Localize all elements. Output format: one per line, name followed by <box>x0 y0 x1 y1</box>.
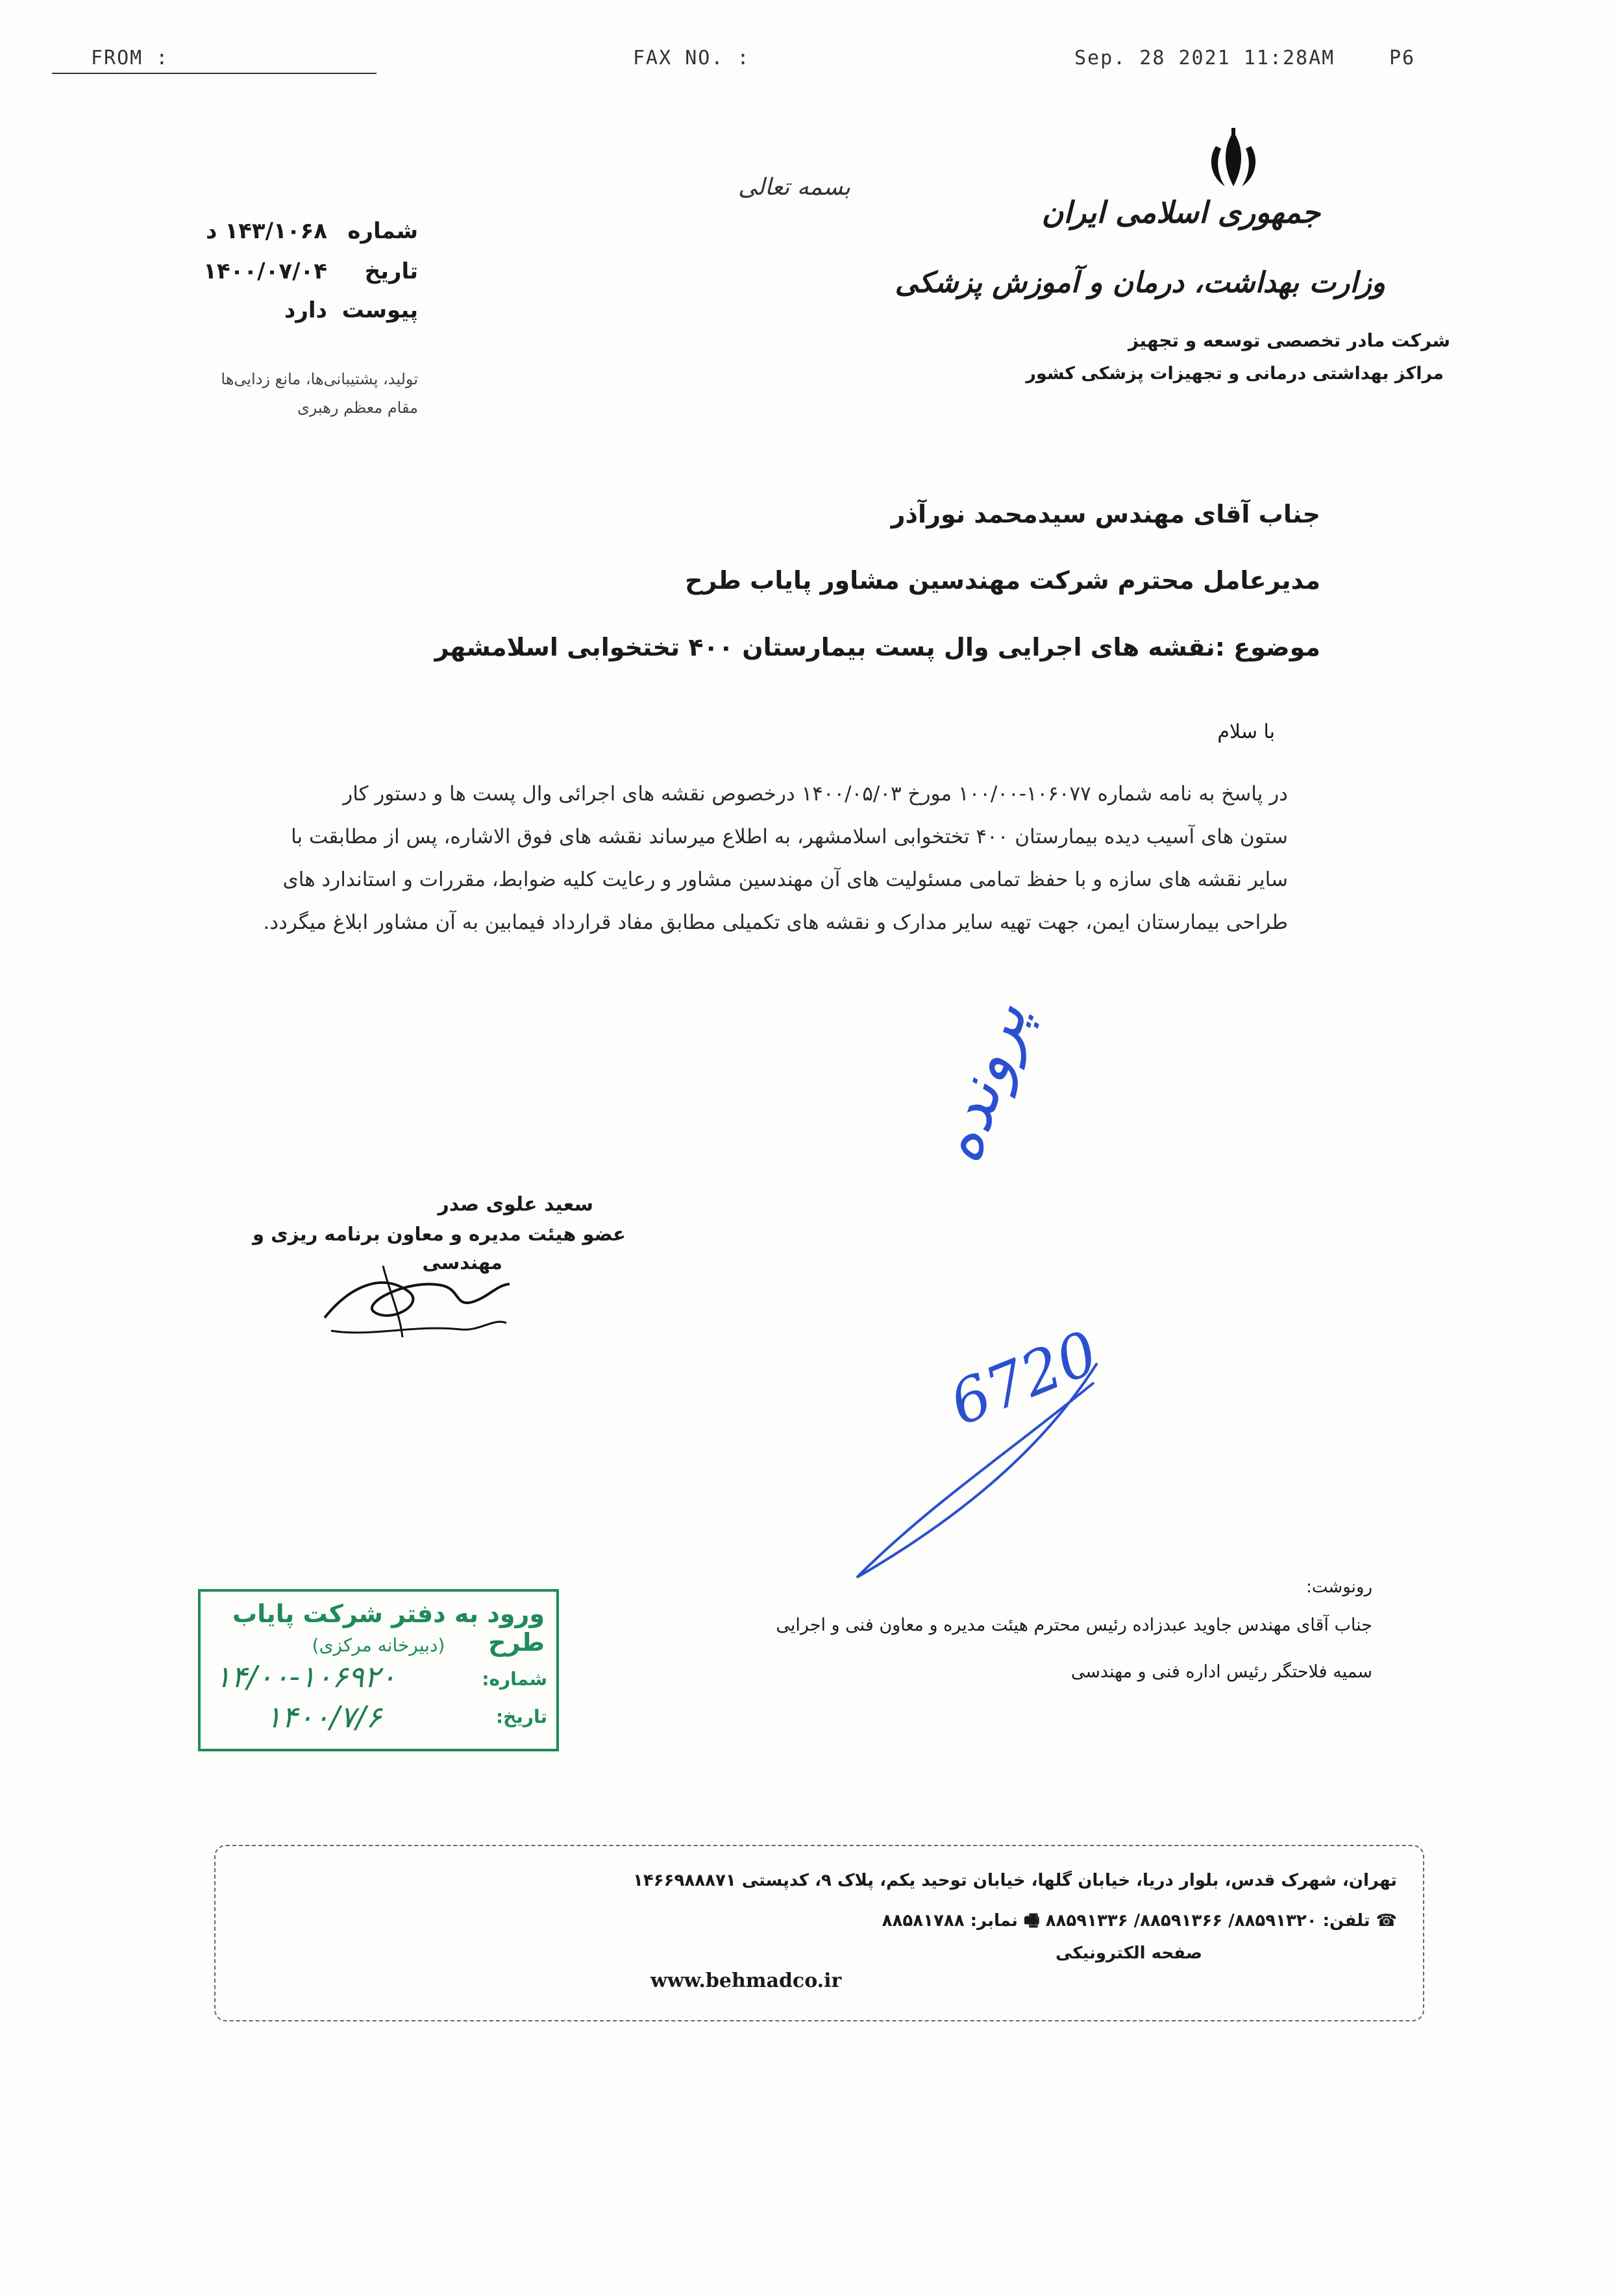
letter-subject: موضوع :نقشه های اجرایی وال پست بیمارستان ۴۰۰ تختخوابی اسلامشهر <box>434 633 1320 661</box>
phone-icon: ☎ <box>1376 1911 1397 1931</box>
fax-timestamp: Sep. 28 2021 11:28AM <box>1074 47 1335 69</box>
handwritten-number: 6720 <box>940 1318 1107 1439</box>
footer-phone: ۸۸۵۹۱۳۲۰/ ۸۸۵۹۱۳۶۶/ ۸۸۵۹۱۳۳۶ <box>1045 1911 1317 1931</box>
receipt-stamp <box>198 1589 559 1751</box>
receipt-stamp-date-label: تاریخ: <box>495 1706 547 1727</box>
letterhead-ministry: وزارت بهداشت، درمان و آموزش پزشکی <box>895 266 1385 299</box>
greeting: با سلام <box>1217 721 1275 743</box>
slogan-line-2: مقام معظم رهبری <box>297 399 418 417</box>
letter-date-value: ۱۴۰۰/۰۷/۰۴ <box>203 258 327 284</box>
letterhead-company-line-1: شرکت مادر تخصصی توسعه و تجهیز <box>1128 330 1450 351</box>
body-line-2: ستون های آسیب دیده بیمارستان ۴۰۰ تختخوابی اسلامشهر، به اطلاع میرساند نقشه های فوق الاشاره، پس از مطابقت با <box>291 825 1288 848</box>
iran-emblem-icon <box>1204 127 1263 191</box>
slogan <box>221 365 418 422</box>
body-line-3: سایر نقشه های سازه و با حفظ تمامی مسئولیت های آن مهندسین مشاور و رعایت کلیه ضوابط، مقررات و استاندارد های <box>282 868 1288 891</box>
cc-label: رونوشت: <box>1306 1577 1372 1597</box>
signatory-title-line-1: عضو هیئت مدیره و معاون برنامه ریزی و <box>253 1223 626 1245</box>
footer-address: تهران، شهرک قدس، بلوار دریا، خیابان گلها، خیابان توحید یکم، پلاک ۹، کدپستی ۱۴۶۶۹۸۸۸۷۱ <box>633 1871 1397 1890</box>
letterhead-country: جمهوری اسلامی ایران <box>1041 195 1320 230</box>
handwritten-stroke-icon <box>837 1357 1110 1590</box>
cc-line-2: سمیه فلاحتگر رئیس اداره فنی و مهندسی <box>1070 1662 1372 1682</box>
fax-from-line <box>52 73 377 74</box>
signatory-name: سعید علوی صدر <box>438 1193 593 1216</box>
cc-line-1: جناب آقای مهندس جاوید عبدزاده رئیس محترم هیئت مدیره و معاون فنی و اجرایی <box>776 1615 1372 1635</box>
footer-fax: ۸۸۵۸۱۷۸۸ <box>882 1911 965 1931</box>
body-line-4: طراحی بیمارستان ایمن، جهت تهیه سایر مدارک و نقشه های تکمیلی مطابق مفاد قرارداد فیمابین به آن مشاور ابلاغ میگردد. <box>263 911 1288 934</box>
receipt-stamp-number-label: شماره: <box>482 1668 547 1690</box>
basmala: بسمه تعالی <box>737 174 850 201</box>
fax-page-number: P6 <box>1389 47 1416 69</box>
footer-website-link[interactable]: www.behmadco.ir <box>650 1969 842 1992</box>
receipt-stamp-number-value: ۱۴/۰۰-۱۰۶۹۲۰ <box>215 1659 397 1694</box>
fax-from-label: FROM : <box>91 47 169 69</box>
signatory-title-line-2: مهندسی <box>422 1252 502 1274</box>
footer-contact-box <box>214 1845 1424 2021</box>
receipt-stamp-subtitle: (دبیرخانه مرکزی) <box>312 1635 445 1656</box>
addressee-title: مدیرعامل محترم شرکت مهندسین مشاور پایاب طرح <box>685 566 1320 595</box>
letter-attachment-value: دارد <box>284 297 327 323</box>
signature-icon <box>312 1246 519 1344</box>
fax-number-label: FAX NO. : <box>633 47 750 69</box>
receipt-stamp-date-value: ۱۴۰۰/۷/۶ <box>266 1699 382 1734</box>
letterhead-company-line-2: مراکز بهداشتی درمانی و تجهیزات پزشکی کشور <box>1026 364 1444 384</box>
receipt-stamp-title: ورود به دفتر شرکت پایاب طرح <box>232 1599 545 1657</box>
footer-phone-label: تلفن: <box>1322 1911 1370 1931</box>
footer-contact-line <box>882 1908 1397 1937</box>
letter-date-label: تاریخ <box>364 258 418 284</box>
addressee-name: جناب آقای مهندس سیدمحمد نورآذر <box>891 500 1320 528</box>
handwritten-note-text: پرونده <box>922 992 1042 1172</box>
footer-web-label: صفحه الکترونیکی <box>1056 1944 1202 1963</box>
letter-body <box>223 772 1288 944</box>
slogan-line-1: تولید، پشتیبانی‌ها، مانع زدایی‌ها <box>221 370 418 388</box>
letter-number-value: ۱۴۳/۱۰۶۸ د <box>206 218 327 244</box>
body-line-1: در پاسخ به نامه شماره ۱۰۶۰۷۷-۱۰۰/۰۰ مورخ ۱۴۰۰/۰۵/۰۳ درخصوص نقشه های اجرائی وال پست ها و دستور کار <box>343 782 1288 806</box>
fax-icon: 🖷 <box>1024 1911 1040 1931</box>
letter-number-label: شماره <box>347 218 418 244</box>
footer-fax-label: نمابر: <box>970 1911 1018 1931</box>
letter-attachment-label: پیوست <box>341 297 418 323</box>
